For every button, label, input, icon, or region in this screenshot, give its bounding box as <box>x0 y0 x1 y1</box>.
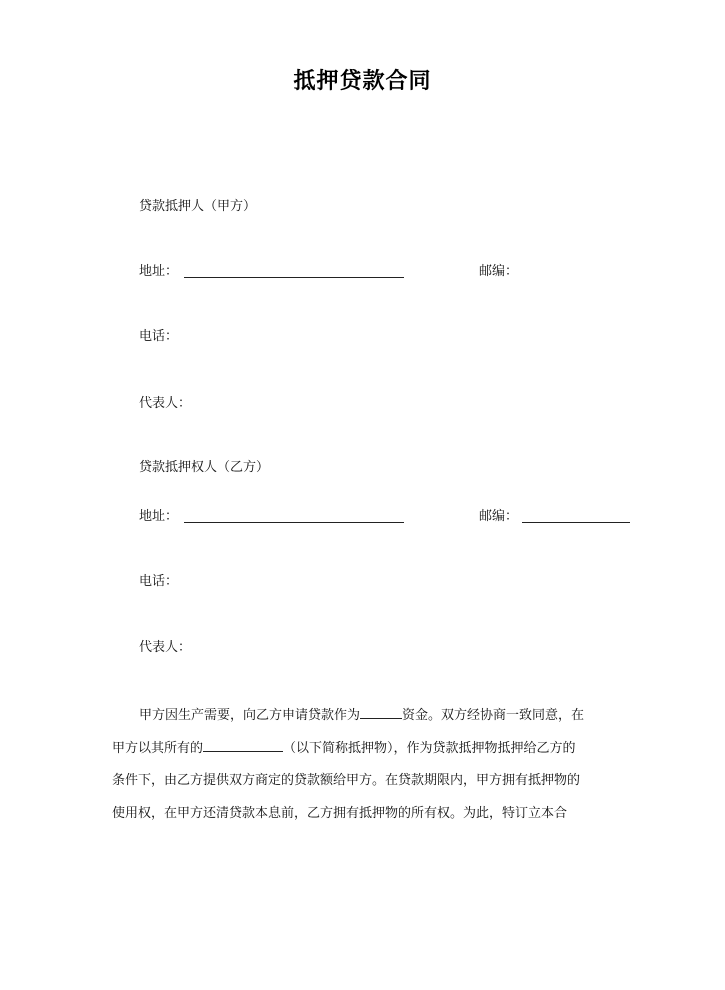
contract-body-paragraph <box>112 706 642 838</box>
body-line-2-text-a: 甲方以其所有的 <box>112 741 204 756</box>
party-b-postcode-label: 邮编： <box>479 509 519 524</box>
party-a-postcode-label: 邮编： <box>479 264 519 279</box>
body-line-3: 条件下，由乙方提供双方商定的贷款额给甲方。在贷款期限内，甲方拥有抵押物的 <box>112 773 581 788</box>
party-a-heading: 贷款抵押人（甲方） <box>139 199 257 214</box>
body-line-1 <box>112 706 642 739</box>
body-line-1-text-a: 甲方因生产需要，向乙方申请贷款作为 <box>139 708 361 723</box>
party-a-address-field[interactable] <box>184 277 404 278</box>
body-line-1-text-b: 资金。双方经协商一致同意，在 <box>402 708 585 723</box>
party-b-address-field[interactable] <box>184 522 404 523</box>
party-b-phone-label: 电话： <box>139 574 179 589</box>
body-line-2-text-b: （以下简称抵押物），作为贷款抵押物抵押给乙方的 <box>283 741 576 756</box>
funds-purpose-blank[interactable] <box>360 706 402 719</box>
body-line-2 <box>112 739 642 772</box>
party-b-heading: 贷款抵押权人（乙方） <box>139 460 270 475</box>
party-b-postcode-field[interactable] <box>522 522 630 523</box>
party-a-rep-label: 代表人： <box>139 396 192 411</box>
contract-title: 抵押贷款合同 <box>293 69 432 94</box>
party-a-address-label: 地址： <box>139 264 179 279</box>
party-a-phone-label: 电话： <box>139 329 179 344</box>
collateral-blank[interactable] <box>203 739 283 752</box>
party-b-rep-label: 代表人： <box>139 640 192 655</box>
party-b-address-label: 地址： <box>139 509 179 524</box>
body-line-4: 使用权，在甲方还清贷款本息前，乙方拥有抵押物的所有权。为此，特订立本合 <box>112 806 568 821</box>
